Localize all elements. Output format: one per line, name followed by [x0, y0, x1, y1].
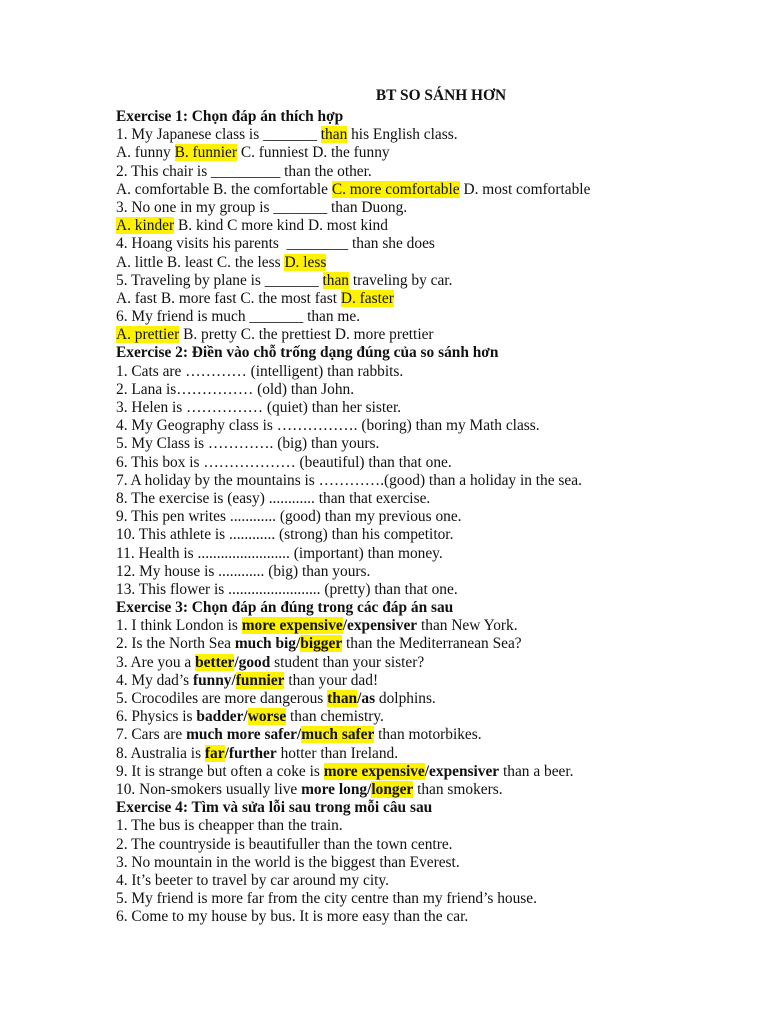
- exercise-line: [116, 199, 736, 217]
- line-text: much more safer/: [186, 726, 302, 744]
- exercise-line: [116, 872, 736, 890]
- exercise-line: [116, 781, 736, 799]
- line-text: 3. No one in my group is _______ than Duong.: [116, 198, 408, 216]
- exercise-line: [116, 144, 736, 162]
- exercise-line: [116, 526, 736, 544]
- line-text: 6. My friend is much _______ than me.: [116, 308, 361, 326]
- line-text: than chemistry.: [286, 708, 384, 726]
- exercise-heading: Exercise 3: Chọn đáp án đúng trong các đáp án sau: [116, 599, 454, 617]
- line-text: 7. A holiday by the mountains is ………….(good) than a holiday in the sea.: [116, 471, 582, 489]
- line-text: D. most comfortable: [459, 180, 591, 198]
- line-text: traveling by car.: [349, 271, 453, 289]
- exercise-line: [116, 635, 736, 653]
- line-text: /good: [234, 653, 271, 671]
- exercise-line: [116, 890, 736, 908]
- line-text: 12. My house is ............ (big) than yours.: [116, 562, 371, 580]
- exercise-line: [116, 836, 736, 854]
- line-text: C. funniest D. the funny: [236, 144, 390, 162]
- exercise-line: [116, 308, 736, 326]
- line-text: 2. The countryside is beautifuller than the town centre.: [116, 835, 453, 853]
- line-text: A. fast B. more fast C. the most fast: [116, 289, 341, 307]
- highlighted-answer: more expensive: [241, 617, 343, 635]
- exercise-line: [116, 654, 736, 672]
- highlighted-answer: D. less: [284, 253, 327, 271]
- exercise-line: [116, 563, 736, 581]
- exercise-line: [116, 290, 736, 308]
- line-text: more long/: [301, 780, 372, 798]
- exercise-line: [116, 363, 736, 381]
- exercise-heading: Exercise 4: Tìm và sửa lỗi sau trong mỗi câu sau: [116, 799, 433, 817]
- line-text: badder/: [196, 708, 248, 726]
- line-text: B. kind C more kind D. most kind: [174, 217, 388, 235]
- line-text: /further: [224, 744, 277, 762]
- highlighted-answer: much safer: [301, 726, 375, 744]
- highlighted-answer: worse: [247, 708, 287, 726]
- line-text: 4. Hoang visits his parents ________ than she does: [116, 235, 435, 253]
- exercise-section: [116, 599, 736, 799]
- line-text: 10. Non-smokers usually live: [116, 780, 302, 798]
- line-text: 6. Come to my house by bus. It is more easy than the car.: [116, 908, 469, 926]
- exercise-line: [116, 217, 736, 235]
- line-text: 9. It is strange but often a coke is: [116, 762, 324, 780]
- worksheet: [116, 86, 736, 926]
- line-text: 1. I think London is: [116, 617, 242, 635]
- line-text: funny/: [192, 671, 236, 689]
- highlighted-answer: A. kinder: [116, 217, 175, 235]
- exercise-line: [116, 272, 736, 290]
- exercise-line: [116, 690, 736, 708]
- highlighted-answer: longer: [371, 780, 414, 798]
- exercise-line: [116, 381, 736, 399]
- exercise-section: [116, 799, 736, 926]
- line-text: 1. Cats are ………… (intelligent) than rabbits.: [116, 362, 404, 380]
- line-text: /expensiver: [342, 617, 418, 635]
- exercise-line: [116, 472, 736, 490]
- line-text: dolphins.: [375, 690, 436, 707]
- line-text: 5. Crocodiles are more dangerous: [116, 690, 328, 707]
- line-text: than smokers.: [413, 780, 503, 798]
- exercise-line: [116, 254, 736, 272]
- exercise-line: [116, 508, 736, 526]
- highlighted-answer: bigger: [300, 635, 343, 653]
- line-text: than the Mediterranean Sea?: [342, 635, 522, 653]
- exercise-line: [116, 326, 736, 344]
- line-text: 3. Helen is …………… (quiet) than her sister.: [116, 399, 402, 416]
- line-text: his English class.: [347, 126, 458, 144]
- highlighted-answer: B. funnier: [174, 144, 237, 162]
- exercise-line: [116, 708, 736, 726]
- exercise-line: [116, 854, 736, 872]
- line-text: than motorbikes.: [374, 726, 482, 744]
- line-text: 7. Cars are: [116, 726, 187, 744]
- exercise-line: [116, 745, 736, 763]
- highlighted-answer: far: [204, 744, 225, 762]
- highlighted-answer: D. faster: [340, 289, 394, 307]
- exercise-line: [116, 763, 736, 781]
- highlighted-answer: C. more comfortable: [331, 180, 460, 198]
- highlighted-answer: more expensive: [323, 762, 425, 780]
- line-text: 8. The exercise is (easy) ............ than that exercise.: [116, 489, 431, 507]
- line-text: 3. Are you a: [116, 653, 196, 671]
- line-text: A. funny: [116, 144, 175, 162]
- line-text: 6. This box is ……………… (beautiful) than that one.: [116, 453, 452, 471]
- exercise-line: [116, 617, 736, 635]
- exercise-heading: Exercise 1: Chọn đáp án thích hợp: [116, 108, 344, 125]
- line-text: 5. My friend is more far from the city centre than my friend’s house.: [116, 890, 537, 908]
- exercise-line: [116, 454, 736, 472]
- line-text: 1. The bus is cheapper than the train.: [116, 817, 343, 835]
- exercise-line: [116, 581, 736, 599]
- line-text: 1. My Japanese class is _______: [116, 126, 321, 144]
- exercise-line: [116, 435, 736, 453]
- line-text: hotter than Ireland.: [276, 744, 399, 762]
- worksheet-title: BT SO SÁNH HƠN: [375, 87, 507, 104]
- line-text: 8. Australia is: [116, 744, 205, 762]
- line-text: 5. Traveling by plane is _______: [116, 271, 323, 289]
- line-text: B. pretty C. the prettiest D. more prettier: [179, 326, 434, 344]
- exercise-line: [116, 235, 736, 253]
- exercise-section: [116, 108, 736, 344]
- line-text: 11. Health is ........................ (important) than money.: [116, 544, 443, 562]
- exercise-line: [116, 672, 736, 690]
- exercise-line: [116, 181, 736, 199]
- exercise-line: [116, 126, 736, 144]
- line-text: than your dad!: [284, 671, 379, 689]
- line-text: than New York.: [417, 617, 518, 635]
- line-text: 2. Lana is…………… (old) than John.: [116, 380, 355, 398]
- line-text: 2. This chair is _________ than the other.: [116, 162, 372, 180]
- exercise-line: [116, 726, 736, 744]
- line-text: /expensiver: [424, 762, 500, 780]
- line-text: 9. This pen writes ............ (good) than my previous one.: [116, 508, 462, 526]
- line-text: 4. It’s beeter to travel by car around my city.: [116, 871, 389, 889]
- line-text: student than your sister?: [270, 653, 425, 671]
- line-text: 10. This athlete is ............ (strong) than his competitor.: [116, 526, 454, 544]
- exercise-line: [116, 817, 736, 835]
- exercise-line: [116, 163, 736, 181]
- highlighted-answer: A. prettier: [116, 326, 180, 344]
- line-text: 6. Physics is: [116, 708, 197, 726]
- line-text: 4. My dad’s: [116, 671, 193, 689]
- highlighted-answer: funnier: [235, 671, 285, 689]
- exercise-line: [116, 545, 736, 563]
- exercise-line: [116, 399, 736, 417]
- line-text: 3. No mountain in the world is the biggest than Everest.: [116, 853, 460, 871]
- highlighted-answer: than: [322, 271, 349, 289]
- line-text: 13. This flower is ........................ (pretty) than that one.: [116, 580, 458, 598]
- line-text: 5. My Class is …………. (big) than yours.: [116, 435, 380, 453]
- line-text: 4. My Geography class is ……………. (boring) than my Math class.: [116, 417, 540, 435]
- line-text: much big/: [234, 635, 301, 653]
- line-text: A. little B. least C. the less: [116, 253, 285, 271]
- line-text: 2. Is the North Sea: [116, 635, 235, 653]
- line-text: /as: [357, 690, 376, 707]
- exercise-line: [116, 908, 736, 926]
- exercise-heading: Exercise 2: Điền vào chỗ trống dạng đúng của so sánh hơn: [116, 344, 499, 362]
- line-text: than a beer.: [499, 762, 574, 780]
- line-text: A. comfortable B. the comfortable: [116, 180, 332, 198]
- exercise-list: [116, 108, 736, 926]
- highlighted-answer: than: [320, 126, 348, 144]
- highlighted-answer: than: [327, 690, 358, 707]
- exercise-line: [116, 490, 736, 508]
- highlighted-answer: better: [195, 653, 235, 671]
- exercise-line: [116, 417, 736, 435]
- exercise-section: [116, 344, 736, 599]
